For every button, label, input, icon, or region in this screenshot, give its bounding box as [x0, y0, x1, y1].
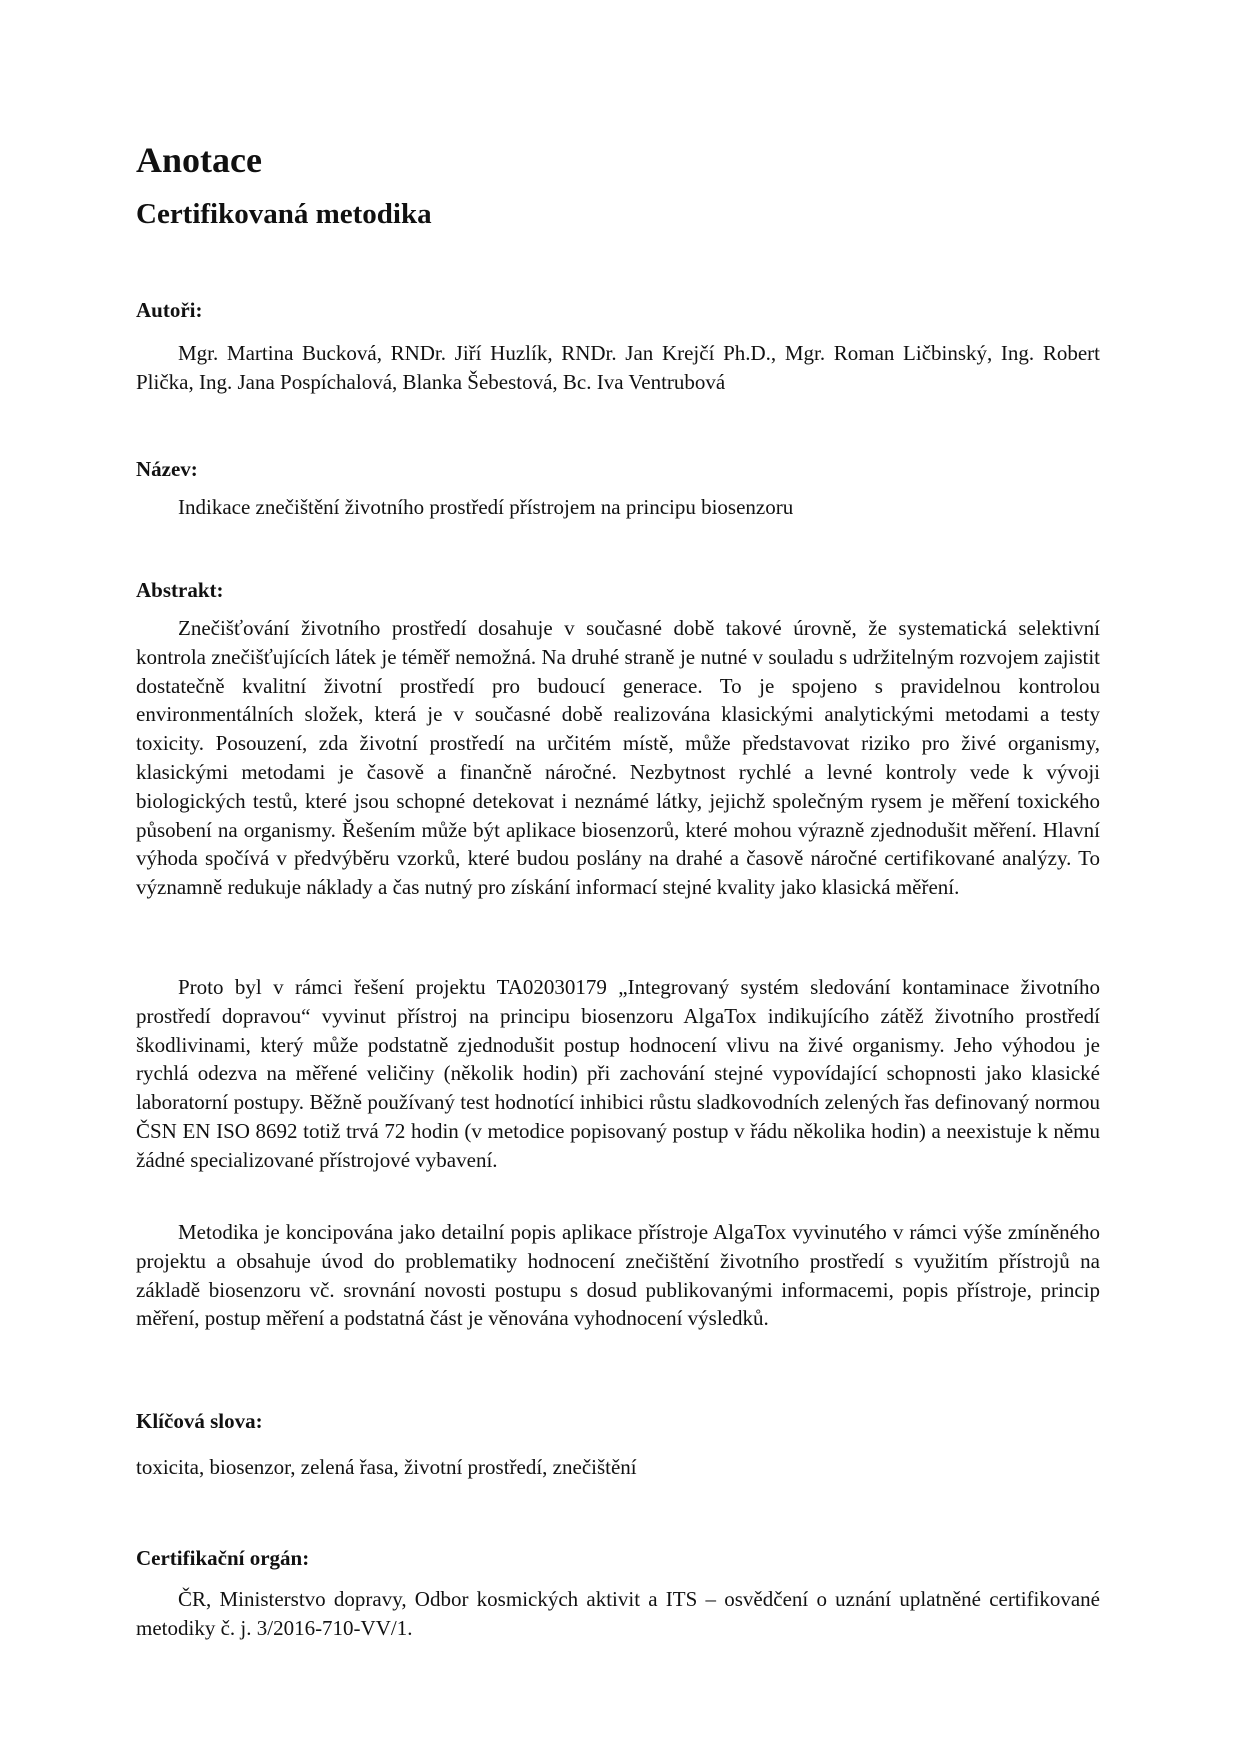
authors-label: Autoři: [136, 298, 203, 322]
authors-text: Mgr. Martina Bucková, RNDr. Jiří Huzlík, RNDr. Jan Krejčí Ph.D., Mgr. Roman Ličbinský, Ing. Robert Plička, Ing. Jana Pospíchalová, Blanka Šebestová, Bc. Iva Ventrubová [136, 341, 1100, 394]
certification-text: ČR, Ministerstvo dopravy, Odbor kosmických aktivit a ITS – osvědčení o uznání uplatněné certifikované metodiky č. j. 3/2016-710-VV/1. [136, 1587, 1100, 1640]
abstract-paragraph: Metodika je koncipována jako detailní popis aplikace přístroje AlgaTox vyvinutého v rámci výše zmíněného projektu a obsahuje úvod do problematiky hodnocení znečištění životního prostředí s využitím přístrojů na základě biosenzoru vč. srovnání novosti postupu s dosud publikovanými informacemi, popis přístroje, princip měření, postup měření a podstatná část je věnována vyhodnocení výsledků. [136, 1220, 1100, 1331]
abstract-paragraph: Znečišťování životního prostředí dosahuje v současné době takové úrovně, že systematická selektivní kontrola znečišťujících látek je téměř nemožná. Na druhé straně je nutné v souladu s udržitelným rozvojem zajistit dostatečně kvalitní životní prostředí pro budoucí generace. To je spojeno s pravidelnou kontrolou environmentálních složek, která je v současné době realizována klasickými analytickými metodami a testy toxicity. Posouzení, zda životní prostředí na určitém místě, může představovat riziko pro živé organismy, klasickými metodami je časově a finančně náročné. Nezbytnost rychlé a levné kontroly vede k vývoji biologických testů, které jsou schopné detekovat i neznámé látky, jejichž společným rysem je měření toxického působení na organismy. Řešením může být aplikace biosenzorů, které mohou výrazně zjednodušit měření. Hlavní výhoda spočívá v předvýběru vzorků, které budou poslány na drahé a časově náročné certifikované analýzy. To významně redukuje náklady a čas nutný pro získání informací stejné kvality jako klasická měření. [136, 616, 1100, 900]
name-text: Indikace znečištění životního prostředí přístrojem na principu biosenzoru [178, 495, 794, 519]
keywords-label: Klíčová slova: [136, 1409, 263, 1433]
abstract-paragraph: Proto byl v rámci řešení projektu TA02030179 „Integrovaný systém sledování kontaminace životního prostředí dopravou“ vyvinut přístroj na principu biosenzoru AlgaTox indikujícího zátěž životního prostředí škodlivinami, který může podstatně zjednodušit postup hodnocení vlivu na živé organismy. Jeho výhodou je rychlá odezva na měřené veličiny (několik hodin) při zachování stejné vypovídající schopnosti jako klasické laboratorní postupy. Běžně používaný test hodnotící inhibici růstu sladkovodních zelených řas definovaný normou ČSN EN ISO 8692 totiž trvá 72 hodin (v metodice popisovaný postup v řádu několika hodin) a neexistuje k němu žádné specializované přístrojové vybavení. [136, 975, 1100, 1172]
document-subtitle: Certifikovaná metodika [136, 198, 432, 230]
abstract-label: Abstrakt: [136, 578, 224, 602]
document-title: Anotace [136, 140, 262, 180]
certification-label: Certifikační orgán: [136, 1546, 310, 1570]
keywords-text: toxicita, biosenzor, zelená řasa, životní prostředí, znečištění [136, 1455, 637, 1479]
name-label: Název: [136, 457, 198, 481]
